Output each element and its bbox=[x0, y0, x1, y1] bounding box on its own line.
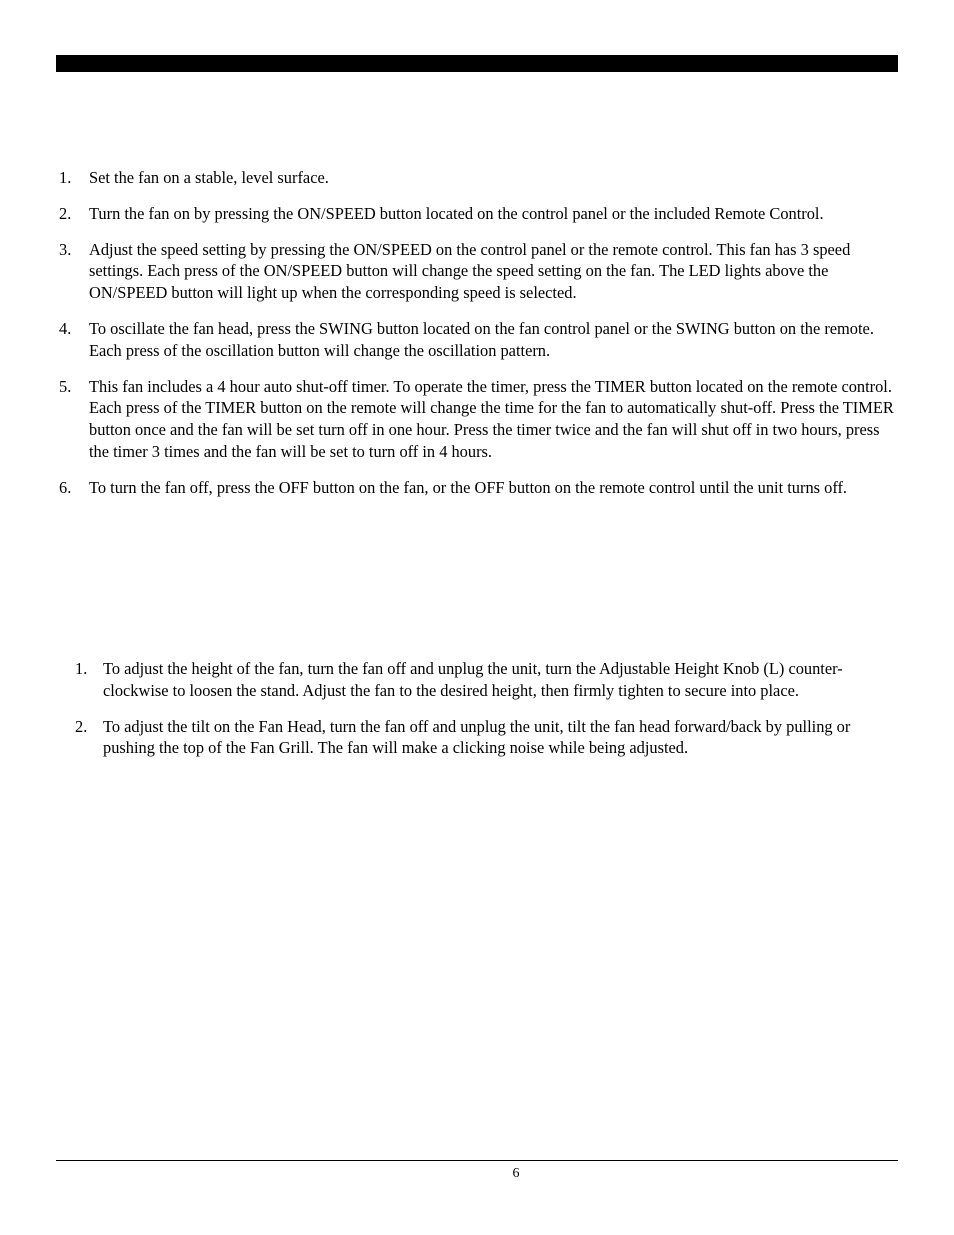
header-bar bbox=[56, 55, 898, 72]
page-number: 6 bbox=[512, 1166, 520, 1181]
list-item bbox=[72, 658, 898, 702]
item-number: 2. bbox=[75, 716, 88, 736]
item-text: This fan includes a 4 hour auto shut-off timer. To operate the timer, press the TIMER button located on the remote control. Each press of the TIMER button on the remote will change the time for the fan to automatically shut-off. Press the TIMER button once and the fan will be set turn off in one hour. Press the timer twice and the fan will shut off in two hours, press the timer 3 times and the fan will be set to turn off in 4 hours. bbox=[89, 376, 894, 461]
item-number: 1. bbox=[75, 659, 88, 678]
list-item bbox=[56, 318, 898, 362]
item-text: To adjust the tilt on the Fan Head, turn the fan off and unplug the unit, tilt the fan head forward/back by pulling or pushing the top of the Fan Grill. The fan will make a clicking noise while being adjusted. bbox=[103, 716, 851, 758]
list-item bbox=[56, 239, 898, 304]
item-number: 1. bbox=[59, 168, 72, 187]
list-item bbox=[56, 477, 898, 499]
item-number: 6. bbox=[59, 477, 72, 497]
item-number: 2. bbox=[59, 203, 72, 223]
item-text: Adjust the speed setting by pressing the ON/SPEED on the control panel or the remote control. This fan has 3 speed settings. Each press of the ON/SPEED button will change the speed setting on the fan. The LED lights above the ON/SPEED button will light up when the corresponding speed is selected. bbox=[89, 239, 851, 303]
item-number: 4. bbox=[59, 318, 72, 338]
footer-divider bbox=[56, 1160, 898, 1161]
item-text: Turn the fan on by pressing the ON/SPEED button located on the control panel or the included Remote Control. bbox=[89, 203, 824, 223]
item-text: To turn the fan off, press the OFF button on the fan, or the OFF button on the remote control until the unit turns off. bbox=[89, 477, 848, 497]
item-text: Set the fan on a stable, level surface. bbox=[89, 168, 329, 187]
list-item bbox=[56, 203, 898, 225]
list-item bbox=[72, 716, 898, 760]
item-number: 5. bbox=[59, 376, 72, 396]
list-item bbox=[56, 167, 898, 189]
operation-instructions-list bbox=[56, 167, 898, 513]
adjustment-instructions-list bbox=[72, 658, 898, 773]
item-text: To adjust the height of the fan, turn the fan off and unplug the unit, turn the Adjustable Height Knob (L) counter-clockwise to loosen the stand. Adjust the fan to the desired height, then firmly tighten to secure into place. bbox=[103, 659, 843, 700]
item-text: To oscillate the fan head, press the SWING button located on the fan control panel or the SWING button on the remote. Each press of the oscillation button will change the oscillation pattern. bbox=[89, 318, 874, 360]
item-number: 3. bbox=[59, 239, 72, 259]
list-item bbox=[56, 376, 898, 463]
